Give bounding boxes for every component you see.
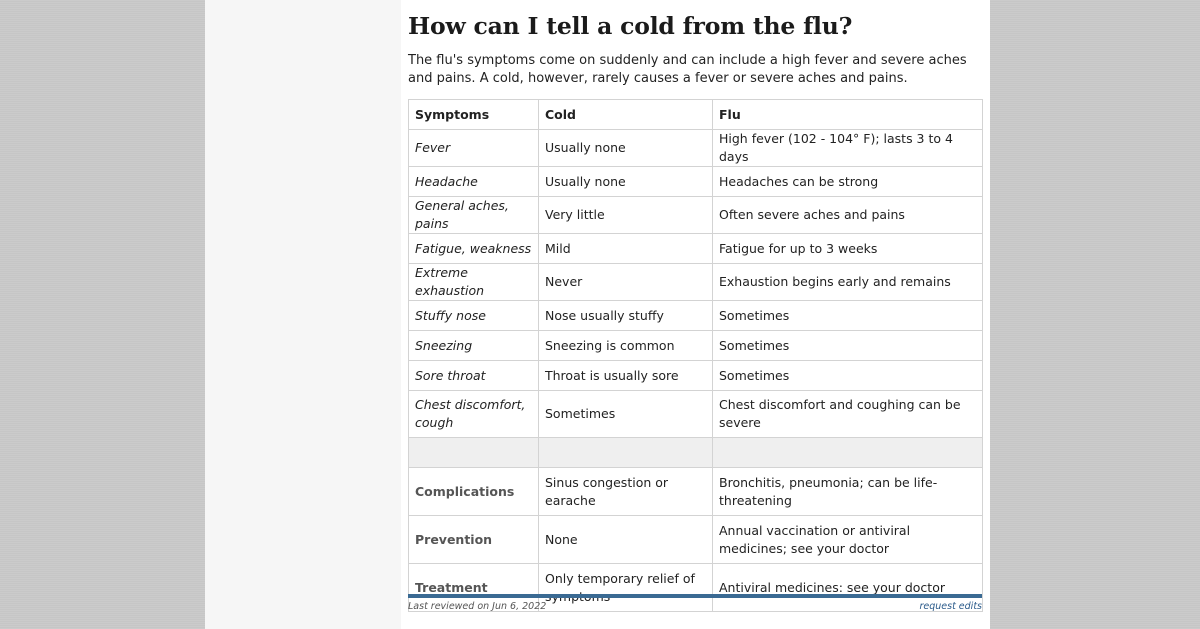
flu-cell: Sometimes	[713, 361, 983, 391]
cold-cell: Only temporary relief of	[539, 564, 713, 612]
flu-cell: Fatigue for up to 3 weeks	[713, 234, 983, 264]
last-reviewed-date: Last reviewed on Jun 6, 2022	[408, 601, 547, 612]
symptom-cell: Sneezing	[409, 331, 539, 361]
cold-cell: None	[539, 516, 713, 564]
table-row	[409, 331, 983, 361]
cold-cell: Very little	[539, 197, 713, 234]
spacer-cell	[539, 438, 713, 468]
symptom-cell: Extreme exhaustion	[409, 264, 539, 301]
cold-vs-flu-table	[408, 99, 983, 612]
flu-cell: Exhaustion begins early and remains	[713, 264, 983, 301]
symptom-cell: Sore throat	[409, 361, 539, 391]
cold-cell: Usually none	[539, 167, 713, 197]
symptom-cell: Fever	[409, 130, 539, 167]
table-row	[409, 361, 983, 391]
table-row	[409, 167, 983, 197]
symptom-cell: Stuffy nose	[409, 301, 539, 331]
table-row	[409, 516, 983, 564]
symptom-cell: Fatigue, weakness	[409, 234, 539, 264]
header-symptoms: Symptoms	[409, 100, 539, 130]
page	[205, 0, 990, 629]
cold-cell: Nose usually stuffy	[539, 301, 713, 331]
row-label-complications: Complications	[409, 468, 539, 516]
intro-paragraph: The flu's symptoms come on suddenly and can include a high fever and severe aches and pains. A cold, however, rarely causes a fever or severe aches and pains.	[408, 53, 967, 86]
table-row	[409, 264, 983, 301]
flu-cell: Antiviral medicines: see your doctor	[713, 564, 983, 612]
table-row	[409, 234, 983, 264]
cold-cell: Mild	[539, 234, 713, 264]
spacer-cell	[713, 438, 983, 468]
table-row	[409, 391, 983, 438]
table-row	[409, 468, 983, 516]
table-row	[409, 197, 983, 234]
cold-cell: Never	[539, 264, 713, 301]
cold-cell: Sinus congestion or earache	[539, 468, 713, 516]
flu-cell: Sometimes	[713, 331, 983, 361]
table-row	[409, 130, 983, 167]
table-header-row	[409, 100, 983, 130]
cold-cell: Sneezing is common	[539, 331, 713, 361]
symptom-cell: General aches, pains	[409, 197, 539, 234]
row-label-prevention: Prevention	[409, 516, 539, 564]
spacer-cell	[409, 438, 539, 468]
cold-cell: Throat is usually sore	[539, 361, 713, 391]
header-flu: Flu	[713, 100, 983, 130]
symptom-cell: Headache	[409, 167, 539, 197]
flu-cell: Often severe aches and pains	[713, 197, 983, 234]
cold-cell: Sometimes	[539, 391, 713, 438]
flu-cell: Bronchitis, pneumonia; can be life-threatening	[713, 468, 983, 516]
header-cold: Cold	[539, 100, 713, 130]
flu-cell: Headaches can be strong	[713, 167, 983, 197]
page-title: How can I tell a cold from the flu?	[408, 12, 853, 40]
left-rail	[205, 0, 401, 629]
symptom-cell: Chest discomfort, cough	[409, 391, 539, 438]
request-edits-link[interactable]: request edits	[919, 601, 982, 612]
flu-cell: Annual vaccination or antiviral medicines; see your doctor	[713, 516, 983, 564]
row-label-treatment: Treatment	[409, 564, 539, 612]
flu-cell: Sometimes	[713, 301, 983, 331]
flu-cell: Chest discomfort and coughing can be severe	[713, 391, 983, 438]
cold-cell: Usually none	[539, 130, 713, 167]
spacer-row	[409, 438, 983, 468]
footer-accent-bar	[408, 594, 982, 598]
table-row	[409, 301, 983, 331]
flu-cell: High fever (102 - 104° F); lasts 3 to 4 days	[713, 130, 983, 167]
